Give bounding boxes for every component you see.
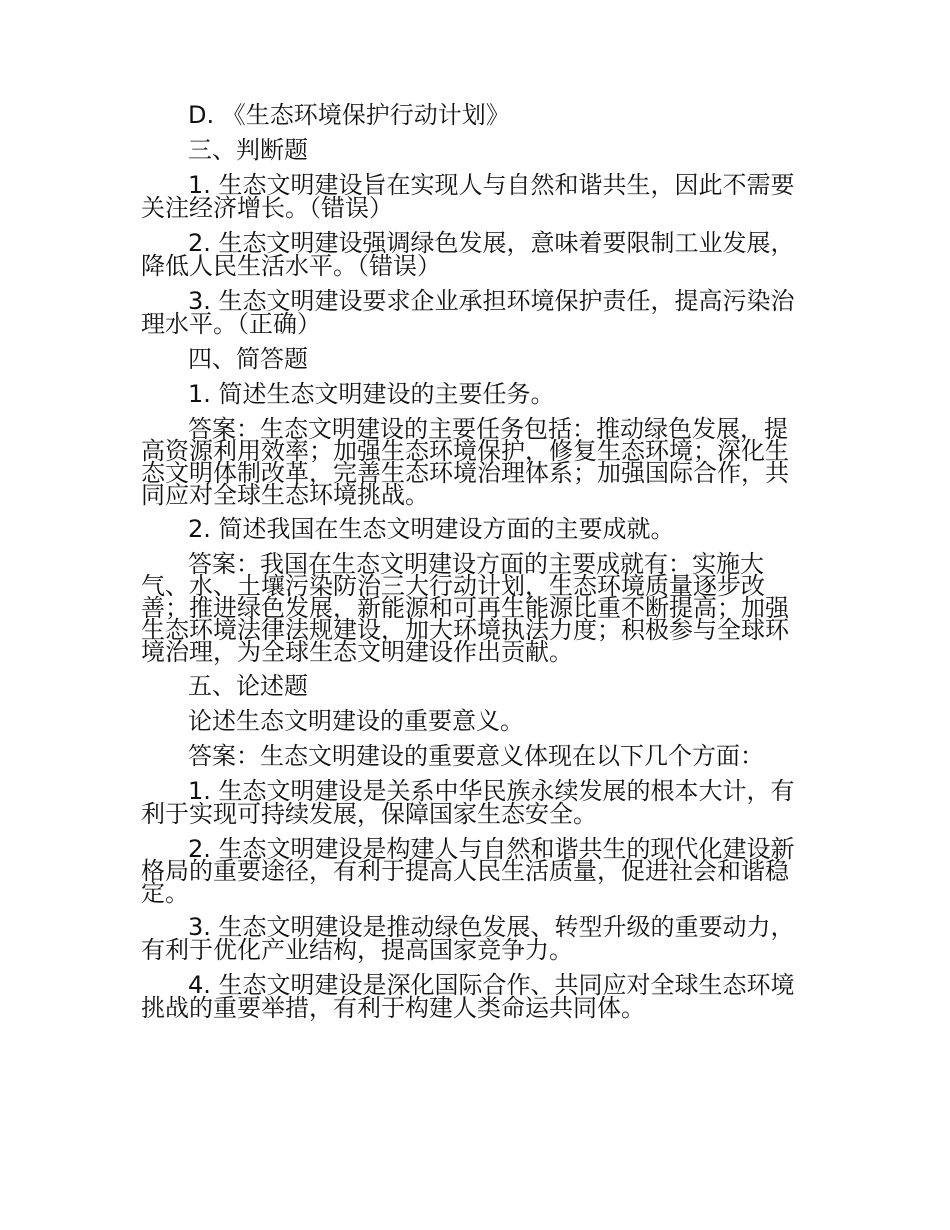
section-heading-essay: 五、论述题 (188, 672, 308, 700)
section-heading-short-answer: 四、简答题 (188, 345, 308, 373)
document-body (141, 101, 811, 1032)
true-false-item-2: 2. 生态文明建设强调绿色发展，意味着要限制工业发展，降低人民生活水平。（错误） (141, 229, 795, 280)
essay-answer-intro: 答案：生态文明建设的重要意义体现在以下几个方面： (188, 742, 764, 770)
option-d: D. 《生态环境保护行动计划》 (188, 101, 510, 129)
essay-point-1: 1. 生态文明建设是关系中华民族永续发展的根本大计，有利于实现可持续发展，保障国家生态安全。 (141, 777, 795, 828)
essay-point-3: 3. 生态文明建设是推动绿色发展、转型升级的重要动力，有利于优化产业结构，提高国家竞争力。 (141, 913, 795, 964)
short-answer-answer-2: 答案：我国在生态文明建设方面的主要成就有：实施大气、水、土壤污染防治三大行动计划，生态环境质量逐步改善；推进绿色发展，新能源和可再生能源比重不断提高；加强生态环境法律法规建设，加大环境执法力度；积极参与全球环境治理，为全球生态文明建设作出贡献。 (141, 550, 789, 666)
essay-point-4: 4. 生态文明建设是深化国际合作、共同应对全球生态环境挑战的重要举措，有利于构建人类命运共同体。 (141, 971, 795, 1022)
essay-point-2: 2. 生态文明建设是构建人与自然和谐共生的现代化建设新格局的重要途径，有利于提高人民生活质量，促进社会和谐稳定。 (141, 835, 795, 907)
section-heading-true-false: 三、判断题 (188, 136, 308, 164)
essay-question: 论述生态文明建设的重要意义。 (188, 707, 524, 735)
short-answer-question-2: 2. 简述我国在生态文明建设方面的主要成就。 (188, 515, 675, 543)
short-answer-question-1: 1. 简述生态文明建设的主要任务。 (188, 380, 555, 408)
true-false-item-3: 3. 生态文明建设要求企业承担环境保护责任，提高污染治理水平。（正确） (141, 287, 795, 338)
true-false-item-1: 1. 生态文明建设旨在实现人与自然和谐共生，因此不需要关注经济增长。（错误） (141, 171, 795, 222)
short-answer-answer-1: 答案：生态文明建设的主要任务包括：推动绿色发展，提高资源利用效率；加强生态环境保护，修复生态环境；深化生态文明体制改革，完善生态环境治理体系；加强国际合作，共同应对全球生态环境挑战。 (141, 415, 789, 509)
